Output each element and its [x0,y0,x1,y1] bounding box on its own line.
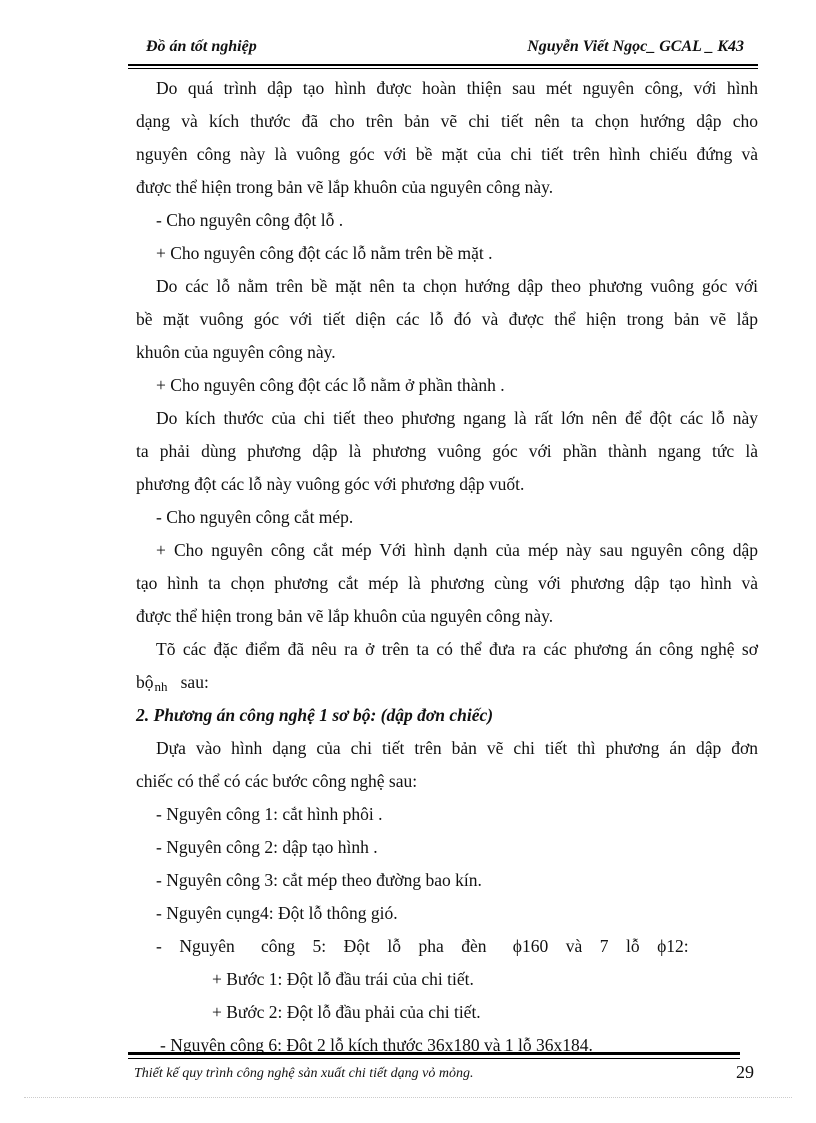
header-rule-thick [128,64,758,66]
paragraph-line: ta phải dùng phương dập là phương vuông góc với phần thành ngang tức là [136,441,758,461]
sub-step-item: + Bước 1: Đột lỗ đầu trái của chi tiết. [212,969,474,989]
text-fragment-small: nh [154,679,168,694]
paragraph-line: bề mặt vuông góc với tiết diện các lỗ đó và được thể hiện trong bản vẽ lắp [136,309,758,329]
paragraph-line: Dựa vào hình dạng của chi tiết trên bản vẽ chi tiết thì phương án dập đơn [156,738,758,758]
header-left-title: Đồ án tốt nghiệp [146,38,257,55]
footer-rule-thick [128,1052,740,1055]
paragraph-line: phương đột các lỗ này vuông góc với phương dập vuốt. [136,474,525,494]
paragraph-line: được thể hiện trong bản vẽ lắp khuôn của nguyên công này. [136,177,554,197]
paragraph-line: dạng và kích thước đã cho trên bản vẽ chi tiết nên ta chọn hướng dập cho [136,111,758,131]
header-rule-thin [128,68,758,69]
bullet-item: - Cho nguyên công cắt mép. [156,507,354,527]
text-fragment: bộ [136,672,154,692]
page-footer [134,1062,758,1088]
bullet-item: + Cho nguyên công đột các lỗ nằm trên bề mặt . [156,243,493,263]
step-item: - Nguyên công 1: cắt hình phôi . [156,804,383,824]
footer-title: Thiết kế quy trình công nghệ sản xuất chi tiết dạng vỏ mỏng. [134,1066,474,1081]
sub-step-item: + Bước 2: Đột lỗ đầu phải của chi tiết. [212,1002,481,1022]
paragraph-line: Do quá trình dập tạo hình được hoàn thiện sau mét nguyên công, với hình [156,78,758,98]
paragraph-line: Do kích thước của chi tiết theo phương ngang là rất lớn nên để đột các lỗ này [156,408,758,428]
paragraph-line: được thể hiện trong bản vẽ lắp khuôn của nguyên công này. [136,606,554,626]
text-fragment: sau: [180,672,209,692]
paragraph-line: chiếc có thể có các bước công nghệ sau: [136,771,418,791]
paragraph-line: Tõ các đặc điểm đã nêu ra ở trên ta có thể đưa ra các phương án công nghệ sơ [156,639,758,659]
step-item: - Nguyên công 5: Đột lỗ pha đèn ϕ160 và 7 lỗ ϕ12: [156,936,689,956]
paragraph-line: tạo hình ta chọn phương cắt mép là phương cùng với phương dập tạo hình và [136,573,758,593]
paragraph-line: Do các lỗ nằm trên bề mặt nên ta chọn hướng dập theo phương vuông góc với [156,276,758,296]
paragraph-line: nguyên công này là vuông góc với bề mặt của chi tiết trên hình chiếu đứng và [136,144,758,164]
page-header [134,38,760,60]
paragraph-line: khuôn của nguyên công này. [136,342,336,362]
step-item: - Nguyên công 6: Đột 2 lỗ kích thước 36x180 và 1 lỗ 36x184. [160,1035,593,1055]
header-author: Nguyễn Viết Ngọc_ GCAL _ K43 [527,38,744,55]
section-heading: 2. Phương án công nghệ 1 sơ bộ: (dập đơn chiếc) [136,705,494,725]
paragraph-line [136,670,209,696]
step-item: - Nguyên cụng4: Đột lỗ thông gió. [156,903,398,923]
footer-rule-thin [128,1058,740,1059]
step-item: - Nguyên công 3: cắt mép theo đường bao kín. [156,870,482,890]
page-edge-dotted-line [24,1097,792,1098]
step-item: - Nguyên công 2: dập tạo hình . [156,837,378,857]
bullet-item: + Cho nguyên công đột các lỗ nằm ở phần thành . [156,375,505,395]
page-number: 29 [736,1062,754,1082]
bullet-item: - Cho nguyên công đột lỗ . [156,210,344,230]
paragraph-line: + Cho nguyên công cắt mép Với hình dạnh của mép này sau nguyên công dập [156,540,758,560]
